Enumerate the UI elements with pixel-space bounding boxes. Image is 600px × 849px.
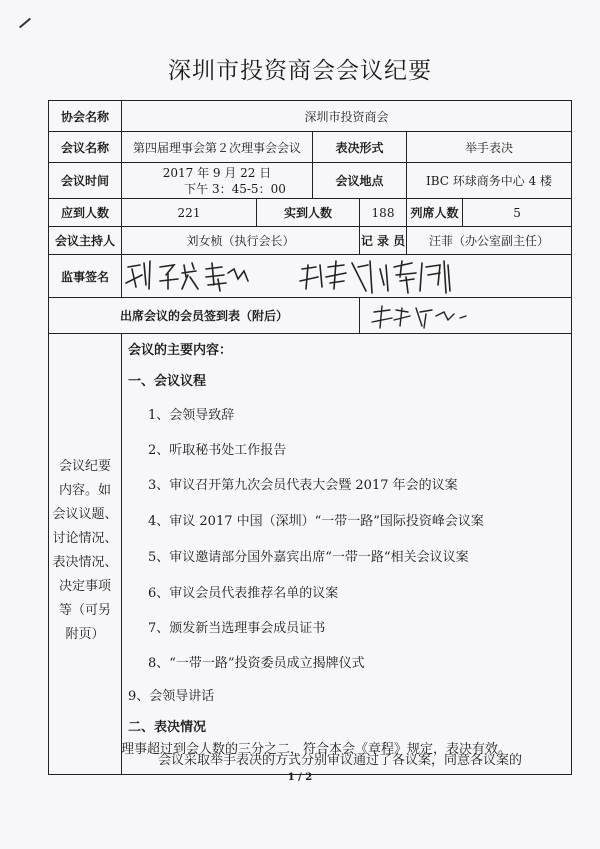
vote-form-value: 举手表决 <box>407 132 572 163</box>
section-voting-heading: 二、表决情况 <box>128 720 207 735</box>
agenda-item: 6、审议会员代表推荐名单的议案 <box>148 586 339 601</box>
agenda-item: 7、颁发新当选理事会成员证书 <box>148 621 326 636</box>
side-line: 表决情况、 <box>52 555 118 570</box>
host-value: 刘女桢（执行会长） <box>122 227 360 255</box>
time-label: 会议时间 <box>49 163 122 199</box>
voting-paragraph-line: 会议采取举手表决的方式分别审议通过了各议案，同意各议案的 <box>158 753 523 768</box>
agenda-item: 4、审议 2017 中国（深圳）“一带一路”国际投资峰会议案 <box>148 514 484 529</box>
signin-label: 出席会议的会员签到表（附后） <box>49 298 360 334</box>
side-line: 会议议题、 <box>52 507 118 522</box>
place-label: 会议地点 <box>313 163 407 199</box>
side-line: 决定事项 <box>58 579 111 594</box>
time-date: 2017 年 9 月 22 日 <box>162 165 272 180</box>
expected-value: 221 <box>122 199 257 227</box>
side-line: 附页） <box>65 627 105 642</box>
recorder-label: 记 录 员 <box>360 227 407 255</box>
handwritten-signatures <box>122 255 570 297</box>
side-line: 等（可另 <box>58 603 111 618</box>
voting-paragraph-line: 理事超过到会人数的三分之二，符合本会《章程》规定，表决有效。 <box>121 742 512 757</box>
attend-label: 列席人数 <box>407 199 463 227</box>
agenda-item: 2、听取秘书处工作报告 <box>148 443 287 458</box>
document-title: 深圳市投资商会会议纪要 <box>168 58 432 84</box>
meeting-content <box>122 334 572 775</box>
agenda-item: 1、会领导致辞 <box>148 408 235 423</box>
actual-label: 实到人数 <box>257 199 360 227</box>
signin-signature <box>360 298 572 334</box>
agenda-item: 8、“一带一路”投资委员成立揭牌仪式 <box>148 656 365 671</box>
attend-value: 5 <box>463 199 572 227</box>
side-line: 内容。如 <box>58 483 111 498</box>
recorder-value: 汪菲（办公室副主任） <box>407 227 572 255</box>
vote-form-label: 表决形式 <box>313 132 407 163</box>
time-range: 下午 3：45-5：00 <box>184 181 286 196</box>
minutes-table <box>48 100 572 775</box>
supervisor-label: 监事签名 <box>49 255 122 298</box>
content-side-label <box>49 334 122 775</box>
side-line: 会议纪要 <box>58 459 111 474</box>
place-value: IBC 环球商务中心 4 楼 <box>407 163 572 199</box>
expected-label: 应到人数 <box>49 199 122 227</box>
org-value: 深圳市投资商会 <box>122 101 572 132</box>
actual-value: 188 <box>360 199 407 227</box>
agenda-item: 9、会领导讲话 <box>128 689 215 704</box>
section-agenda-heading: 一、会议议程 <box>128 374 207 389</box>
agenda-item: 3、审议召开第九次会员代表大会暨 2017 年会的议案 <box>148 478 458 493</box>
handwritten-signature <box>360 298 600 333</box>
meeting-name-label: 会议名称 <box>49 132 122 163</box>
agenda-item: 5、审议邀请部分国外嘉宾出席“一带一路“相关会议议案 <box>148 550 469 565</box>
host-label: 会议主持人 <box>49 227 122 255</box>
time-value <box>122 163 313 199</box>
page-number: 1 / 2 <box>287 772 313 783</box>
side-line: 讨论情况、 <box>52 531 118 546</box>
scan-mark <box>19 18 31 29</box>
content-heading: 会议的主要内容： <box>128 343 233 358</box>
org-label: 协会名称 <box>49 101 122 132</box>
supervisor-signatures <box>122 255 572 298</box>
meeting-name-value: 第四届理事会第２次理事会会议 <box>122 132 313 163</box>
